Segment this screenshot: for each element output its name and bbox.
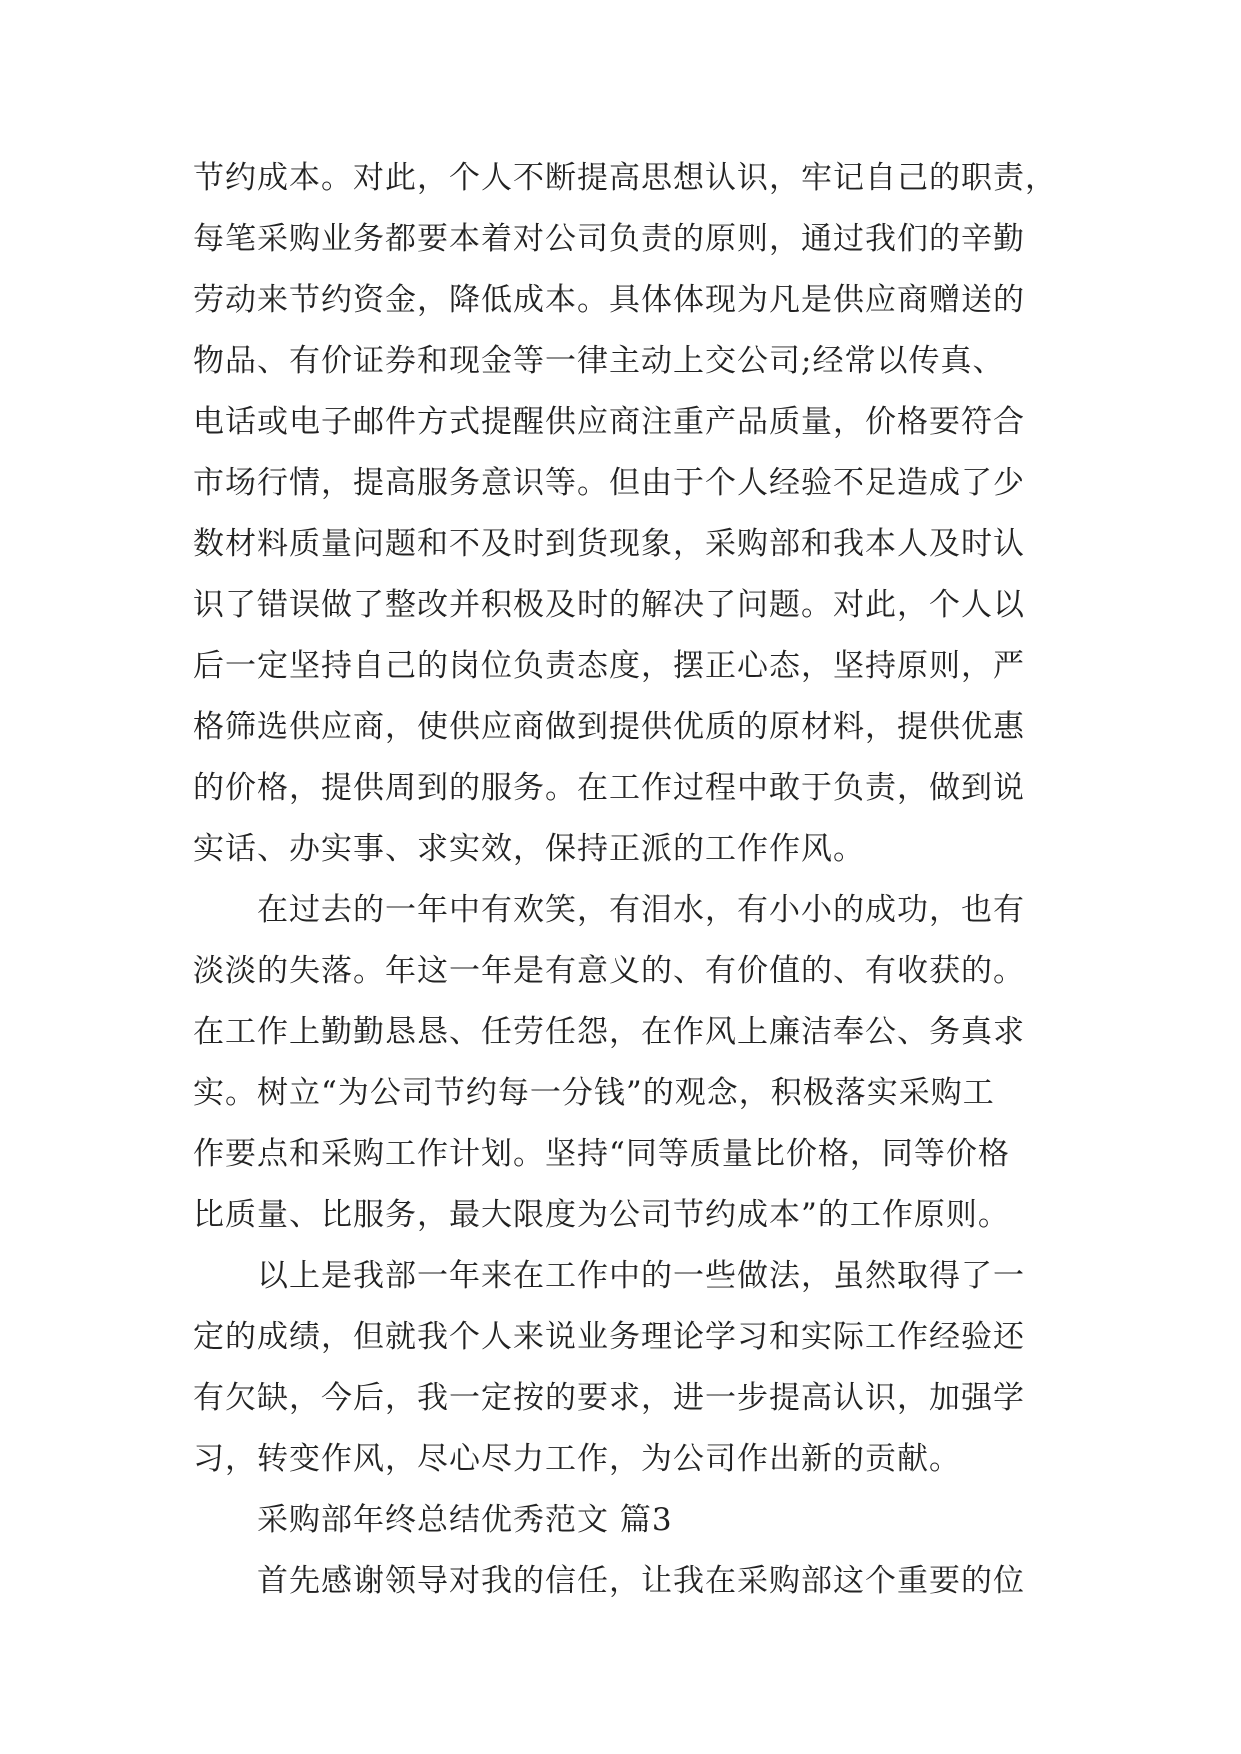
text-line: 后一定坚持自己的岗位负责态度，摆正心态，坚持原则，严 xyxy=(193,648,1025,684)
text-line: 定的成绩，但就我个人来说业务理论学习和实际工作经验还 xyxy=(193,1319,1025,1355)
text-line: 实话、办实事、求实效，保持正派的工作作风。 xyxy=(193,831,865,867)
text-line: 比质量、比服务，最大限度为公司节约成本”的工作原则。 xyxy=(193,1197,1010,1233)
text-line: 物品、有价证券和现金等一律主动上交公司;经常以传真、 xyxy=(193,343,1005,379)
text-line: 格筛选供应商，使供应商做到提供优质的原材料，提供优惠 xyxy=(193,709,1025,745)
section-heading: 采购部年终总结优秀范文 篇3 xyxy=(257,1502,673,1538)
text-line: 在工作上勤勤恳恳、任劳任怨，在作风上廉洁奉公、务真求 xyxy=(193,1014,1025,1050)
text-line: 淡淡的失落。年这一年是有意义的、有价值的、有收获的。 xyxy=(193,953,1025,989)
text-line: 作要点和采购工作计划。坚持“同等质量比价格，同等价格 xyxy=(193,1136,1010,1172)
text-line: 节约成本。对此，个人不断提高思想认识，牢记自己的职责， xyxy=(193,160,1057,196)
paragraph-start-line: 以上是我部一年来在工作中的一些做法，虽然取得了一 xyxy=(257,1258,1025,1294)
paragraph-start-line: 首先感谢领导对我的信任，让我在采购部这个重要的位 xyxy=(257,1563,1025,1599)
text-line: 习，转变作风，尽心尽力工作，为公司作出新的贡献。 xyxy=(193,1441,961,1477)
text-line: 实。树立“为公司节约每一分钱”的观念，积极落实采购工 xyxy=(193,1075,995,1111)
text-line: 劳动来节约资金，降低成本。具体体现为凡是供应商赠送的 xyxy=(193,282,1025,318)
document-body xyxy=(193,148,1057,1612)
text-line: 数材料质量问题和不及时到货现象，采购部和我本人及时认 xyxy=(193,526,1025,562)
text-line: 识了错误做了整改并积极及时的解决了问题。对此，个人以 xyxy=(193,587,1025,623)
text-line: 每笔采购业务都要本着对公司负责的原则，通过我们的辛勤 xyxy=(193,221,1025,257)
text-line: 市场行情，提高服务意识等。但由于个人经验不足造成了少 xyxy=(193,465,1025,501)
text-line: 的价格，提供周到的服务。在工作过程中敢于负责，做到说 xyxy=(193,770,1025,806)
text-line: 电话或电子邮件方式提醒供应商注重产品质量，价格要符合 xyxy=(193,404,1025,440)
text-line: 有欠缺，今后，我一定按的要求，进一步提高认识，加强学 xyxy=(193,1380,1025,1416)
paragraph-start-line: 在过去的一年中有欢笑，有泪水，有小小的成功，也有 xyxy=(257,892,1025,928)
